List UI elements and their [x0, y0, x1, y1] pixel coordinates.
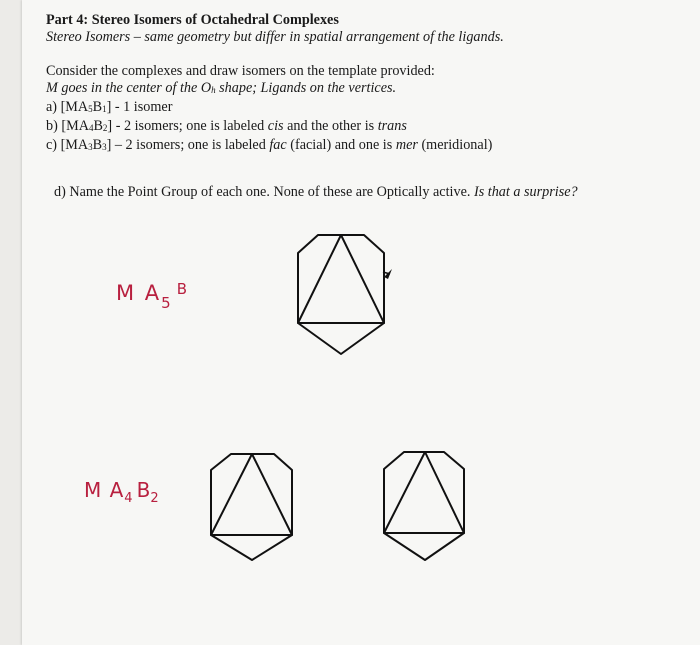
instruction-line-1: Consider the complexes and draw isomers on the template provided: — [46, 63, 435, 79]
section-title: Part 4: Stereo Isomers of Octahedral Complexes — [46, 12, 339, 28]
worksheet-text — [46, 12, 686, 156]
handwritten-label-ma4b2: M $A_4$ $B_2$ — [84, 478, 159, 506]
octahedron-template-2 — [200, 448, 304, 566]
instruction-line-2: M goes in the center of the $O_h$ shape; Ligands on the vertices. — [46, 80, 397, 96]
octahedron-template-1 — [280, 225, 400, 357]
item-c: c) $[MA_3B_3] - 2$ isomers; one is labeled fac (facial) and one is mer (meridional) — [46, 137, 493, 153]
item-a: a) $[MA_5B_1] - 1$ isomer — [46, 99, 173, 115]
handwritten-label-ma5b: M A5B — [116, 280, 188, 312]
item-b: b) $[MA_4B_2] - 2$ isomers; one is labeled cis and the other is trans — [46, 118, 407, 134]
octahedron-template-3 — [372, 445, 476, 563]
question-d: d) Name the Point Group of each one. None of these are Optically active. Is that a surprise? — [54, 184, 578, 200]
section-subtitle: Stereo Isomers – same geometry but differ in spatial arrangement of the ligands. — [46, 29, 504, 45]
